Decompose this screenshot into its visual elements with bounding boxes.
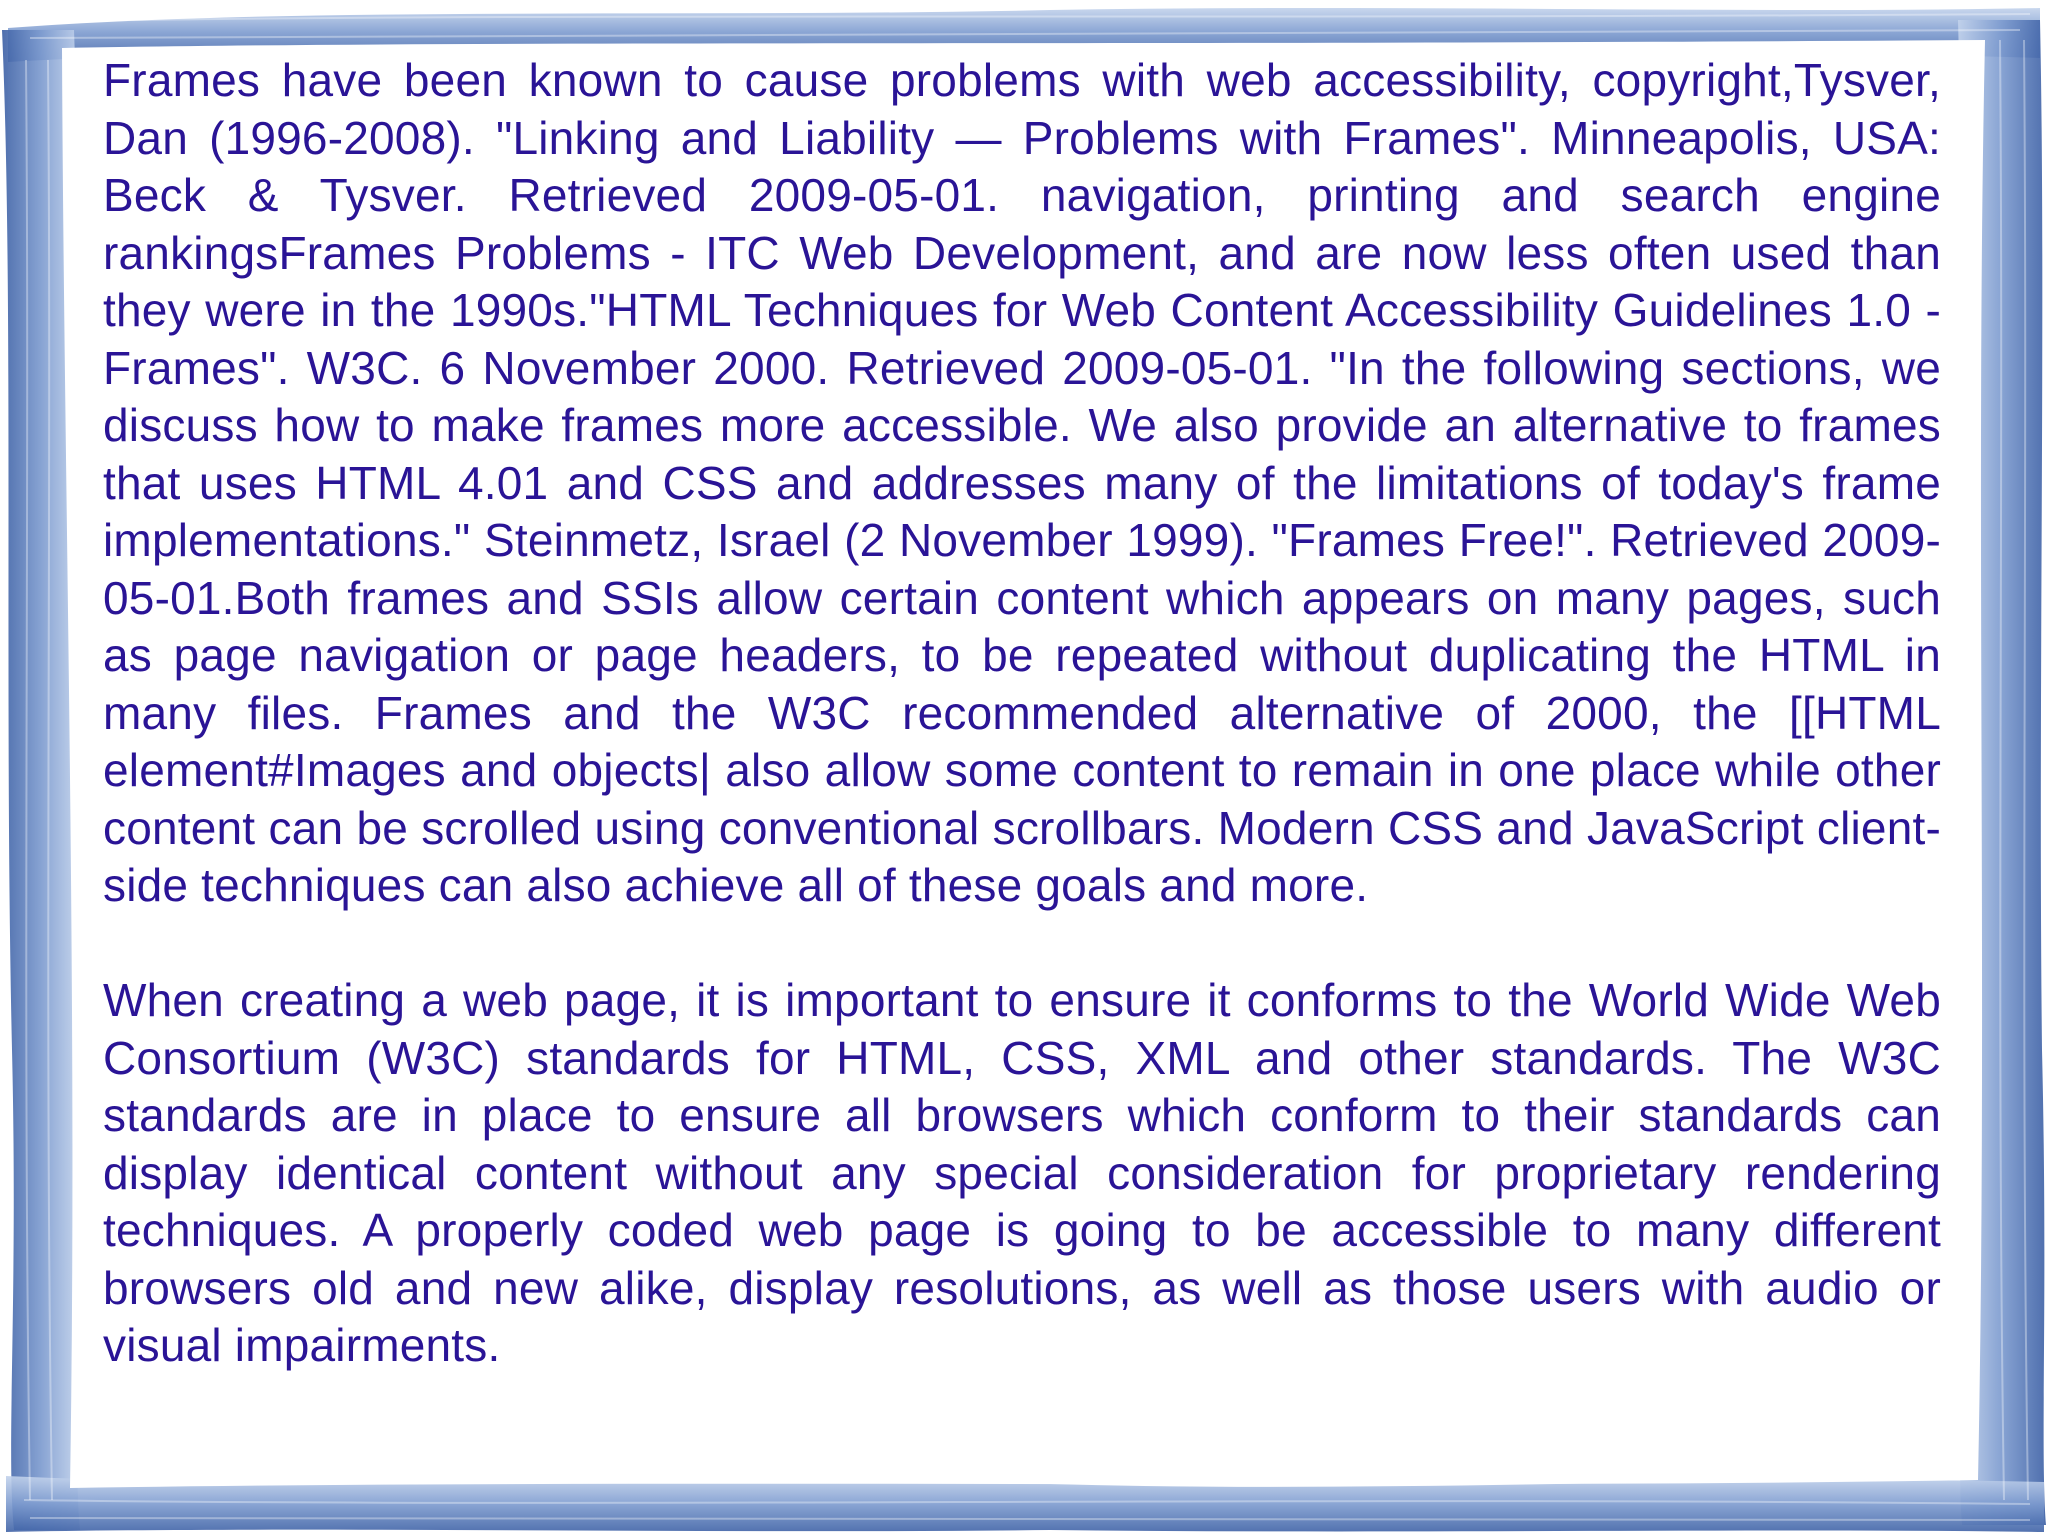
paragraph-w3c-standards: When creating a web page, it is important to ensure it conforms to the World Wide Web Consortium (W3C) standards for HTML, CSS, XML and other standards. The W3C standards are in place to ensure all browsers which conform to their standards can display identical content without any special consideration for proprietary rendering techniques. A properly coded web page is going to be accessible to many different browsers old and new alike, display resolutions, as well as those users with audio or visual impairments. [103,974,1941,1371]
body-text [103,52,1941,1375]
paragraph-frames: Frames have been known to cause problems with web accessibility, copyright,Tysver, Dan (1996-2008). "Linking and Liability — Problems with Frames". Minneapolis, USA: Beck & Tysver. Retrieved 2009-05-01. navigation, printing and search engine rankingsFrames Problems - ITC Web Development, and are now less often used than they were in the 1990s."HTML Techniques for Web Content Accessibility Guidelines 1.0 - Frames". W3C. 6 November 2000. Retrieved 2009-05-01. "In the following sections, we discuss how to make frames more accessible. We also provide an alternative to frames that uses HTML 4.01 and CSS and addresses many of the limitations of today's frame implementations." Steinmetz, Israel (2 November 1999). "Frames Free!". Retrieved 2009-05-01.Both frames and SSIs allow certain content which appears on many pages, such as page navigation or page headers, to be repeated without duplicating the HTML in many files. Frames and the W3C recommended alternative of 2000, the [[HTML element#Images and objects| also allow some content to remain in one place while other content can be scrolled using conventional scrollbars. Modern CSS and JavaScript client-side techniques can also achieve all of these goals and more. [103,54,1941,911]
